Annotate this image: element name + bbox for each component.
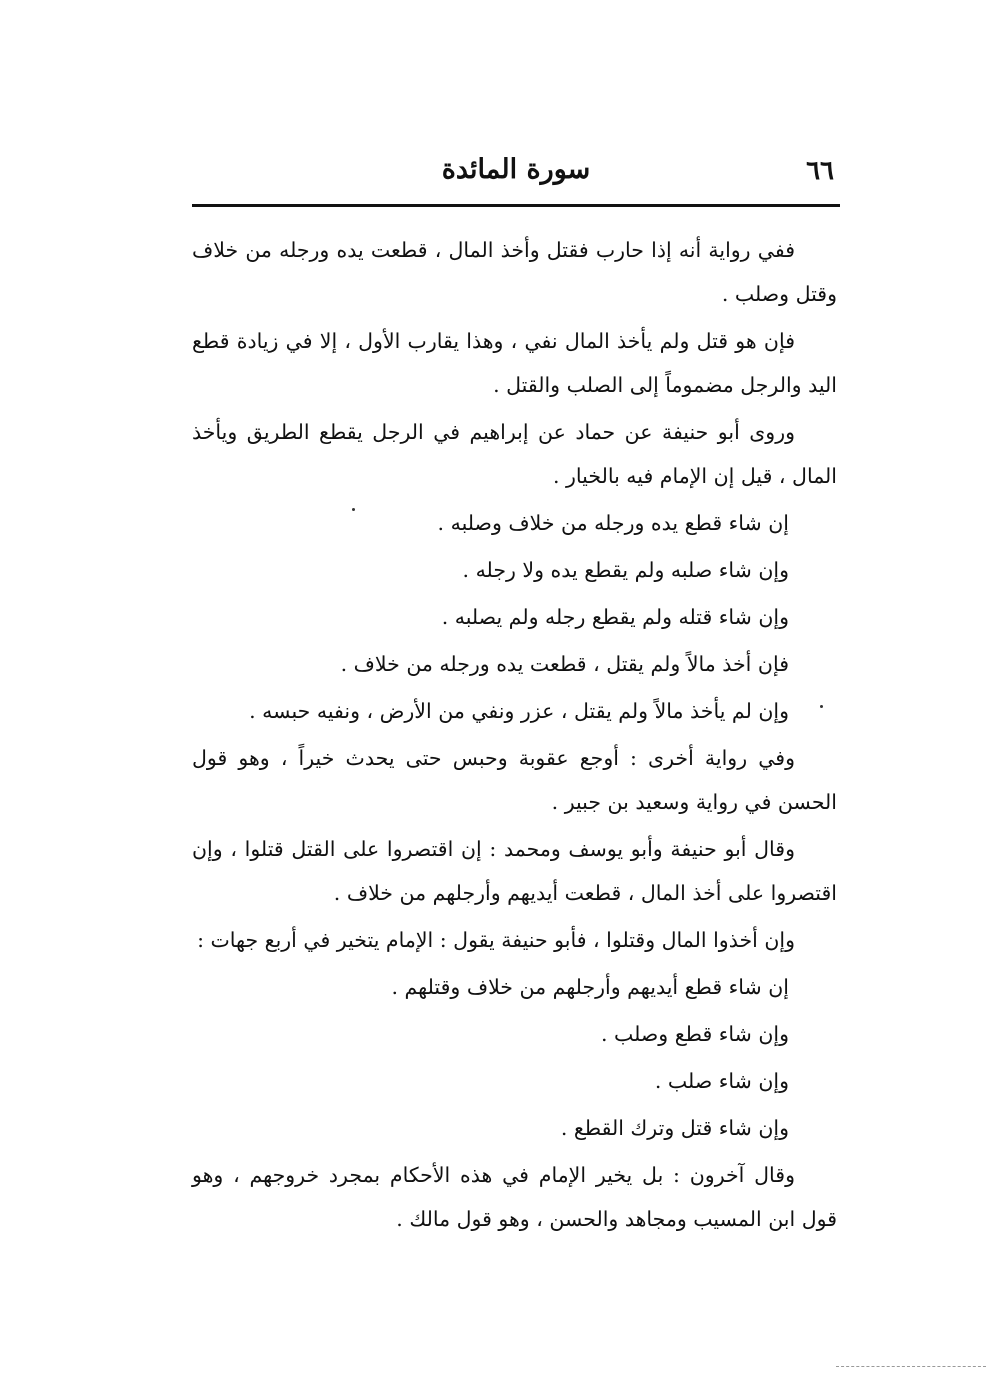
header-rule — [192, 204, 840, 207]
page-body — [192, 228, 837, 1244]
list-item: وإن لم يأخذ مالاً ولم يقتل ، عزر ونفي من الأرض ، ونفيه حبسه . — [249, 699, 789, 723]
paragraph: وفي رواية أخرى : أوجع عقوبة وحبس حتى يحدث خيراً ، وهو قول الحسن في رواية وسعيد بن جبير . — [192, 746, 837, 814]
list-item: وإن شاء قتل وترك القطع . — [560, 1116, 789, 1140]
page-number: ٦٦ — [806, 156, 834, 186]
list-item: وإن شاء قتله ولم يقطع رجله ولم يصلبه . — [441, 605, 789, 629]
list-item: إن شاء قطع يده ورجله من خلاف وصلبه . — [437, 511, 789, 535]
list-item: فإن أخذ مالاً ولم يقتل ، قطعت يده ورجله من خلاف . — [340, 652, 789, 676]
list-item: وإن شاء قطع وصلب . — [600, 1022, 789, 1046]
list-item: وإن شاء صلبه ولم يقطع يده ولا رجله . — [462, 558, 789, 582]
scan-speck — [352, 508, 355, 511]
paragraph: وروى أبو حنيفة عن حماد عن إبراهيم في الرجل يقطع الطريق ويأخذ المال ، قيل إن الإمام فيه بالخيار . — [192, 420, 837, 488]
scan-speck — [820, 705, 823, 708]
paragraph: وقال أبو حنيفة وأبو يوسف ومحمد : إن اقتصروا على القتل قتلوا ، وإن اقتصروا على أخذ المال ، قطعت أيديهم وأرجلهم من خلاف . — [192, 837, 837, 905]
paragraph: فإن هو قتل ولم يأخذ المال نفي ، وهذا يقارب الأول ، إلا في زيادة قطع اليد والرجل مضموماً إلى الصلب والقتل . — [192, 329, 837, 397]
paragraph: ففي رواية أنه إذا حارب فقتل وأخذ المال ، قطعت يده ورجله من خلاف وقتل وصلب . — [192, 238, 837, 306]
paragraph: وإن أخذوا المال وقتلوا ، فأبو حنيفة يقول : الإمام يتخير في أربع جهات : — [197, 928, 795, 952]
running-title: سورة المائدة — [441, 154, 591, 185]
list-item: إن شاء قطع أيديهم وأرجلهم من خلاف وقتلهم . — [391, 975, 789, 999]
paragraph: وقال آخرون : بل يخير الإمام في هذه الأحكام بمجرد خروجهم ، وهو قول ابن المسيب ومجاهد والحسن ، وهو قول مالك . — [192, 1163, 837, 1231]
scan-edge-marks — [836, 1366, 986, 1368]
page-header — [192, 150, 840, 190]
list-item: وإن شاء صلب . — [654, 1069, 789, 1093]
